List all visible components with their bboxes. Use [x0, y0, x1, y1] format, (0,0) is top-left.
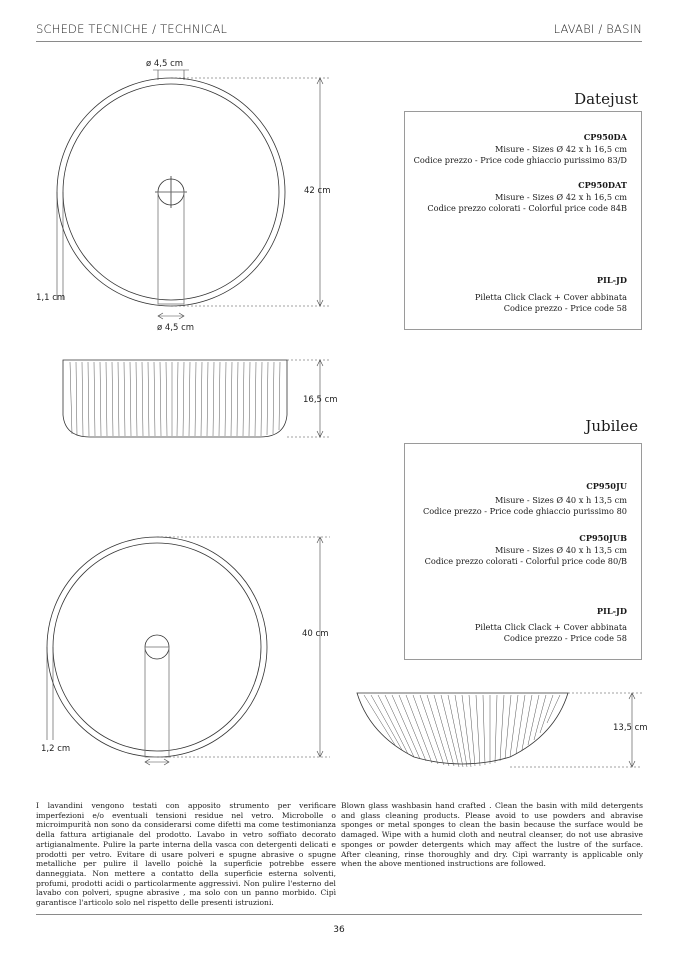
datejust-side-dimension: 16,5 cm [303, 395, 338, 405]
spec-code: PIL-JD [596, 275, 627, 285]
spec-code: CP950DAT [578, 180, 627, 190]
spec-line: Codice prezzo colorati - Colorful price code 84B [427, 203, 627, 213]
datejust-spec-box [404, 111, 642, 330]
spec-line: Misure - Sizes Ø 42 x h 16,5 cm [494, 192, 627, 202]
datejust-rim-dimension: 1,1 cm [36, 293, 66, 303]
header-category-title: LAVABI / BASIN [553, 22, 642, 36]
spec-line: Codice prezzo - Price code 58 [503, 633, 627, 643]
jubilee-rim-dimension: 1,2 cm [41, 744, 71, 754]
jubilee-top-view [47, 537, 267, 757]
header-section-title: SCHEDE TECNICHE / TECHNICAL [36, 22, 228, 36]
spec-line: Codice prezzo - Price code ghiaccio purissimo 80 [422, 506, 627, 516]
spec-line: Codice prezzo - Price code ghiaccio purissimo 83/D [413, 155, 627, 165]
jubilee-height-dimension: 40 cm [302, 629, 329, 639]
spec-code: PIL-JD [596, 606, 627, 616]
jubilee-side-dimension: 13,5 cm [613, 723, 648, 733]
footer-divider [36, 914, 642, 915]
care-instructions-italian: I lavandini vengono testati con apposito strumento per verificare imperfezioni e/o eventuali tensioni residue nel vetro. Microbolle o microimpurità non sono da considerarsi come difetti ma come testimonianza della fattura artigianale del prodotto. Lavabo in vetro soffiato decorato artigianalmente. Pulire la parte interna della vasca con detergenti delicati e prodotti per vetro. Evitare di usare polveri e spugne abrasive o spugne metalliche per pulire il lavello poichè la superficie potrebbe essere danneggiata. Non mettere a contatto della superficie esterna solventi, profumi, prodotti acidi o particolarmente aggressivi. Non pulire l'esterno del lavabo con polveri, spugne abrasive , ma solo con un panno morbido. Cipì garantisce l'articolo solo nel rispetto delle presenti istruzioni. [36, 801, 336, 908]
datejust-height-dimension: 42 cm [304, 186, 331, 196]
jubilee-spec-box [404, 443, 642, 660]
spec-code: CP950DA [583, 132, 627, 142]
spec-line: Misure - Sizes Ø 42 x h 16,5 cm [494, 144, 627, 154]
datejust-side-view [63, 360, 287, 437]
spec-line: Misure - Sizes Ø 40 x h 13,5 cm [494, 495, 627, 505]
spec-line: Codice prezzo colorati - Colorful price code 80/B [424, 556, 627, 566]
spec-line: Piletta Click Clack + Cover abbinata [474, 292, 627, 302]
page-number: 36 [333, 925, 345, 935]
spec-line: Codice prezzo - Price code 58 [503, 303, 627, 313]
spec-line: Misure - Sizes Ø 40 x h 13,5 cm [494, 545, 627, 555]
datejust-drain-top-dimension: ø 4,5 cm [146, 59, 184, 69]
jubilee-side-view [357, 693, 568, 767]
datejust-title: Datejust [574, 90, 638, 108]
spec-line: Piletta Click Clack + Cover abbinata [474, 622, 627, 632]
datejust-drain-bottom-dimension: ø 4,5 cm [157, 323, 195, 333]
spec-code: CP950JU [586, 481, 627, 491]
jubilee-title: Jubilee [585, 417, 638, 435]
datejust-top-view [57, 78, 285, 306]
care-instructions-english: Blown glass washbasin hand crafted . Clean the basin with mild detergents and glass cleaning products. Please avoid to use powders and abravise sponges or metal sponges to clean the basin because the surface would be damaged. Wipe with a humid cloth and neutral cleanser, do not use abrasive sponges or powder detergents which may affect the lustre of the surface. After cleaning, rinse thoroughly and dry. Cipì warranty is applicable only when the above mentioned instructions are followed. [341, 801, 643, 869]
spec-code: CP950JUB [579, 533, 627, 543]
